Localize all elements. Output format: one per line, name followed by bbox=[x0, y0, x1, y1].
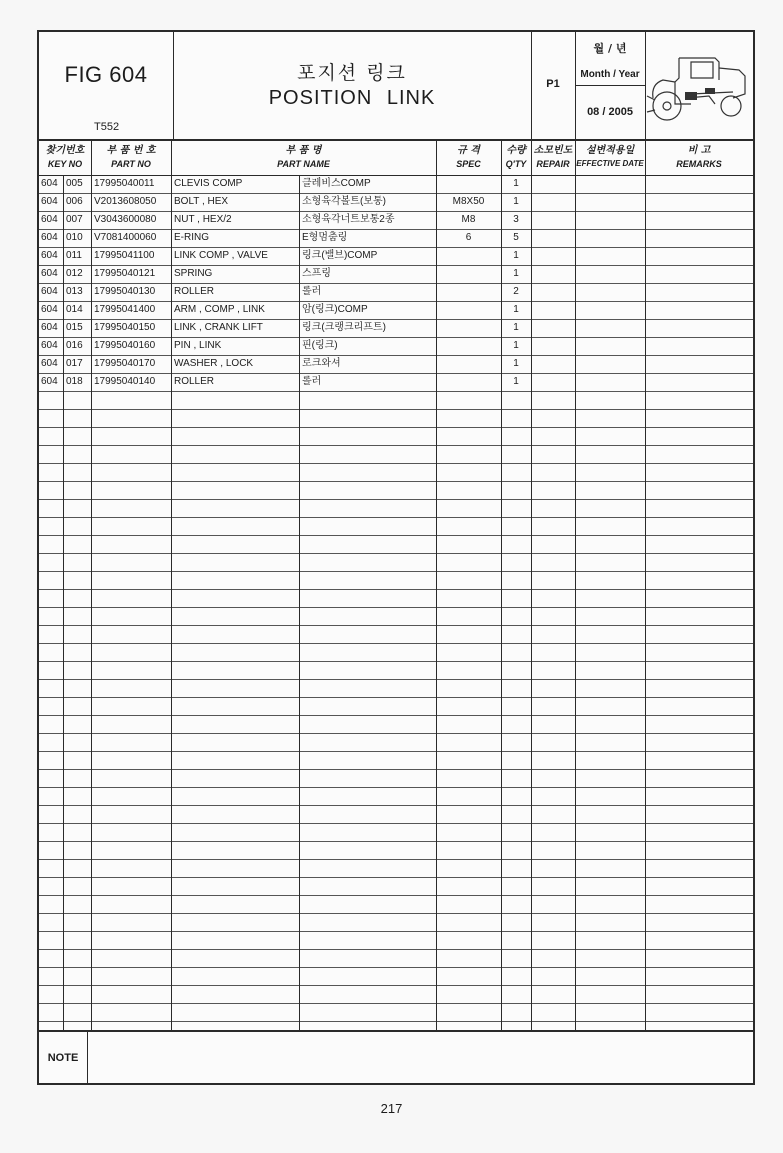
cell-qty: 2 bbox=[513, 286, 519, 297]
col-repair-en: REPAIR bbox=[536, 159, 570, 169]
cell-key: 012 bbox=[66, 268, 83, 279]
cell-name-en: WASHER , LOCK bbox=[174, 358, 254, 369]
cell-spec bbox=[436, 373, 501, 391]
grid-line bbox=[299, 175, 300, 1030]
month-year-english: Month / Year bbox=[580, 69, 640, 80]
cell-name-en: CLEVIS COMP bbox=[174, 178, 243, 189]
cell-qty: 1 bbox=[513, 178, 519, 189]
col-effective-date-en: EFFECTIVE DATE bbox=[576, 159, 644, 168]
cell-spec bbox=[436, 319, 501, 337]
cell-name-ko: 클레비스COMP bbox=[302, 178, 371, 189]
cell-name-ko: 암(링크)COMP bbox=[302, 304, 368, 315]
col-qty-ko: 수량 bbox=[506, 145, 526, 156]
col-key-no-en: KEY NO bbox=[47, 159, 83, 169]
cell-name-ko: 롤러 bbox=[302, 286, 322, 297]
cell-name-en: ROLLER bbox=[174, 376, 215, 387]
cell-name-ko: 링크(밸브)COMP bbox=[302, 250, 378, 261]
cell-fig: 604 bbox=[41, 286, 58, 297]
cell-fig: 604 bbox=[41, 322, 58, 333]
cell-name-ko: 소형육각너트보통2종 bbox=[302, 214, 395, 225]
cell-name-en: BOLT , HEX bbox=[174, 196, 229, 207]
cell-part-no: 17995040011 bbox=[94, 178, 155, 189]
cell-key: 010 bbox=[66, 232, 83, 243]
col-key-no bbox=[39, 139, 91, 175]
cell-name-ko: 링크(크랭크리프트) bbox=[302, 322, 386, 333]
col-part-name bbox=[171, 139, 436, 175]
cell-fig: 604 bbox=[41, 340, 58, 351]
cell-spec bbox=[436, 337, 501, 355]
col-effective-date-ko: 설변적용일 bbox=[585, 145, 635, 156]
month-year-korean: 월 / 년 bbox=[593, 42, 627, 55]
cell-qty: 1 bbox=[513, 196, 519, 207]
page-number: 217 bbox=[380, 1101, 403, 1116]
cell-name-en: PIN , LINK bbox=[174, 340, 222, 351]
cell-name-en: ARM , COMP , LINK bbox=[174, 304, 265, 315]
cell-key: 005 bbox=[66, 178, 83, 189]
cell-part-no: 17995040140 bbox=[94, 376, 156, 387]
divider bbox=[575, 85, 645, 86]
model-code: T552 bbox=[94, 121, 120, 133]
col-remarks-en: REMARKS bbox=[676, 159, 722, 169]
cell-part-no: 17995040150 bbox=[94, 322, 156, 333]
grid-line bbox=[63, 175, 64, 1030]
cell-key: 016 bbox=[66, 340, 83, 351]
cell-name-ko: 로크와셔 bbox=[302, 358, 341, 369]
col-spec-ko: 규 격 bbox=[457, 145, 480, 156]
cell-name-en: ROLLER bbox=[174, 286, 215, 297]
col-part-name-ko: 부 품 명 bbox=[285, 145, 322, 156]
cell-key: 018 bbox=[66, 376, 83, 387]
note-label: NOTE bbox=[39, 1032, 88, 1085]
cell-spec bbox=[436, 265, 501, 283]
grid-line bbox=[436, 139, 437, 1030]
col-repair bbox=[531, 139, 575, 175]
cell-spec bbox=[436, 247, 501, 265]
fig-cell bbox=[39, 32, 174, 139]
parts-sheet bbox=[37, 30, 755, 1085]
cell-key: 013 bbox=[66, 286, 83, 297]
cell-part-no: 17995040160 bbox=[94, 340, 156, 351]
cell-name-ko: 스프링 bbox=[302, 268, 331, 279]
cell-qty: 1 bbox=[513, 322, 519, 333]
cell-part-no: 17995040130 bbox=[94, 286, 156, 297]
cell-part-no: V7081400060 bbox=[94, 232, 157, 243]
col-part-name-en: PART NAME bbox=[277, 159, 330, 169]
cell-fig: 604 bbox=[41, 304, 58, 315]
revision-date: 08 / 2005 bbox=[587, 106, 633, 118]
grid-line bbox=[171, 139, 172, 1030]
cell-name-ko: 핀(링크) bbox=[302, 340, 338, 351]
cell-part-no: 17995041400 bbox=[94, 304, 156, 315]
cell-spec bbox=[436, 283, 501, 301]
tractor-icon bbox=[645, 32, 753, 139]
page-code: P1 bbox=[546, 78, 560, 90]
col-part-no bbox=[91, 139, 171, 175]
col-part-no-en: PART NO bbox=[111, 159, 151, 169]
cell-key: 011 bbox=[66, 250, 82, 261]
title-cell bbox=[173, 32, 532, 139]
grid-line bbox=[645, 139, 646, 1030]
cell-key: 006 bbox=[66, 196, 83, 207]
cell-spec: 6 bbox=[465, 232, 472, 243]
cell-qty: 1 bbox=[513, 268, 519, 279]
cell-part-no: 17995040121 bbox=[94, 268, 156, 279]
tractor-illustration bbox=[645, 32, 753, 139]
cell-qty: 1 bbox=[513, 304, 519, 315]
page-code-cell bbox=[531, 32, 576, 139]
cell-spec bbox=[436, 355, 501, 373]
col-repair-ko: 소모빈도 bbox=[533, 145, 573, 156]
col-key-no-ko: 찾기번호 bbox=[45, 145, 85, 156]
cell-spec: M8X50 bbox=[452, 196, 485, 207]
cell-key: 015 bbox=[66, 322, 83, 333]
cell-name-en: SPRING bbox=[174, 268, 213, 279]
cell-name-ko: 소형육각볼트(보통) bbox=[302, 196, 386, 207]
cell-fig: 604 bbox=[41, 250, 58, 261]
title-korean: 포지션 링크 bbox=[297, 62, 407, 84]
col-part-no-ko: 부 품 번 호 bbox=[106, 145, 156, 156]
note-section bbox=[39, 1030, 753, 1085]
cell-name-en: E-RING bbox=[174, 232, 209, 243]
cell-part-no: V3043600080 bbox=[94, 214, 157, 225]
cell-name-ko: E형멈춤링 bbox=[302, 232, 348, 243]
col-qty bbox=[501, 139, 531, 175]
cell-name-en: LINK COMP , VALVE bbox=[174, 250, 268, 261]
col-spec bbox=[436, 139, 501, 175]
cell-fig: 604 bbox=[41, 214, 58, 225]
cell-fig: 604 bbox=[41, 358, 58, 369]
cell-fig: 604 bbox=[41, 178, 58, 189]
grid-line bbox=[575, 139, 576, 1030]
cell-part-no: 17995041100 bbox=[94, 250, 155, 261]
cell-qty: 1 bbox=[513, 376, 519, 387]
cell-qty: 1 bbox=[513, 250, 519, 261]
header bbox=[39, 32, 753, 141]
cell-spec: M8 bbox=[461, 214, 476, 225]
col-remarks bbox=[645, 139, 753, 175]
cell-spec bbox=[436, 301, 501, 319]
col-remarks-ko: 비 고 bbox=[687, 145, 711, 156]
cell-qty: 1 bbox=[513, 358, 519, 369]
cell-part-no: 17995040170 bbox=[94, 358, 156, 369]
cell-key: 014 bbox=[66, 304, 83, 315]
title-english: POSITION LINK bbox=[268, 87, 436, 109]
cell-qty: 1 bbox=[513, 340, 519, 351]
cell-qty: 5 bbox=[513, 232, 519, 243]
col-qty-en: Q'TY bbox=[505, 159, 527, 169]
col-spec-en: SPEC bbox=[456, 159, 481, 169]
cell-fig: 604 bbox=[41, 196, 58, 207]
cell-spec bbox=[436, 175, 501, 193]
grid-line bbox=[531, 139, 532, 1030]
col-effective-date bbox=[575, 139, 645, 175]
cell-key: 017 bbox=[66, 358, 83, 369]
month-year-cell bbox=[575, 32, 646, 139]
fig-number: FIG 604 bbox=[64, 62, 148, 87]
cell-name-en: LINK , CRANK LIFT bbox=[174, 322, 263, 333]
cell-fig: 604 bbox=[41, 268, 58, 279]
cell-fig: 604 bbox=[41, 376, 58, 387]
cell-key: 007 bbox=[66, 214, 83, 225]
cell-qty: 3 bbox=[513, 214, 519, 225]
grid-line bbox=[91, 139, 92, 1030]
cell-name-ko: 롤러 bbox=[302, 376, 322, 387]
cell-part-no: V2013608050 bbox=[94, 196, 157, 207]
grid-line bbox=[501, 139, 502, 1030]
cell-name-en: NUT , HEX/2 bbox=[174, 214, 232, 225]
cell-fig: 604 bbox=[41, 232, 58, 243]
